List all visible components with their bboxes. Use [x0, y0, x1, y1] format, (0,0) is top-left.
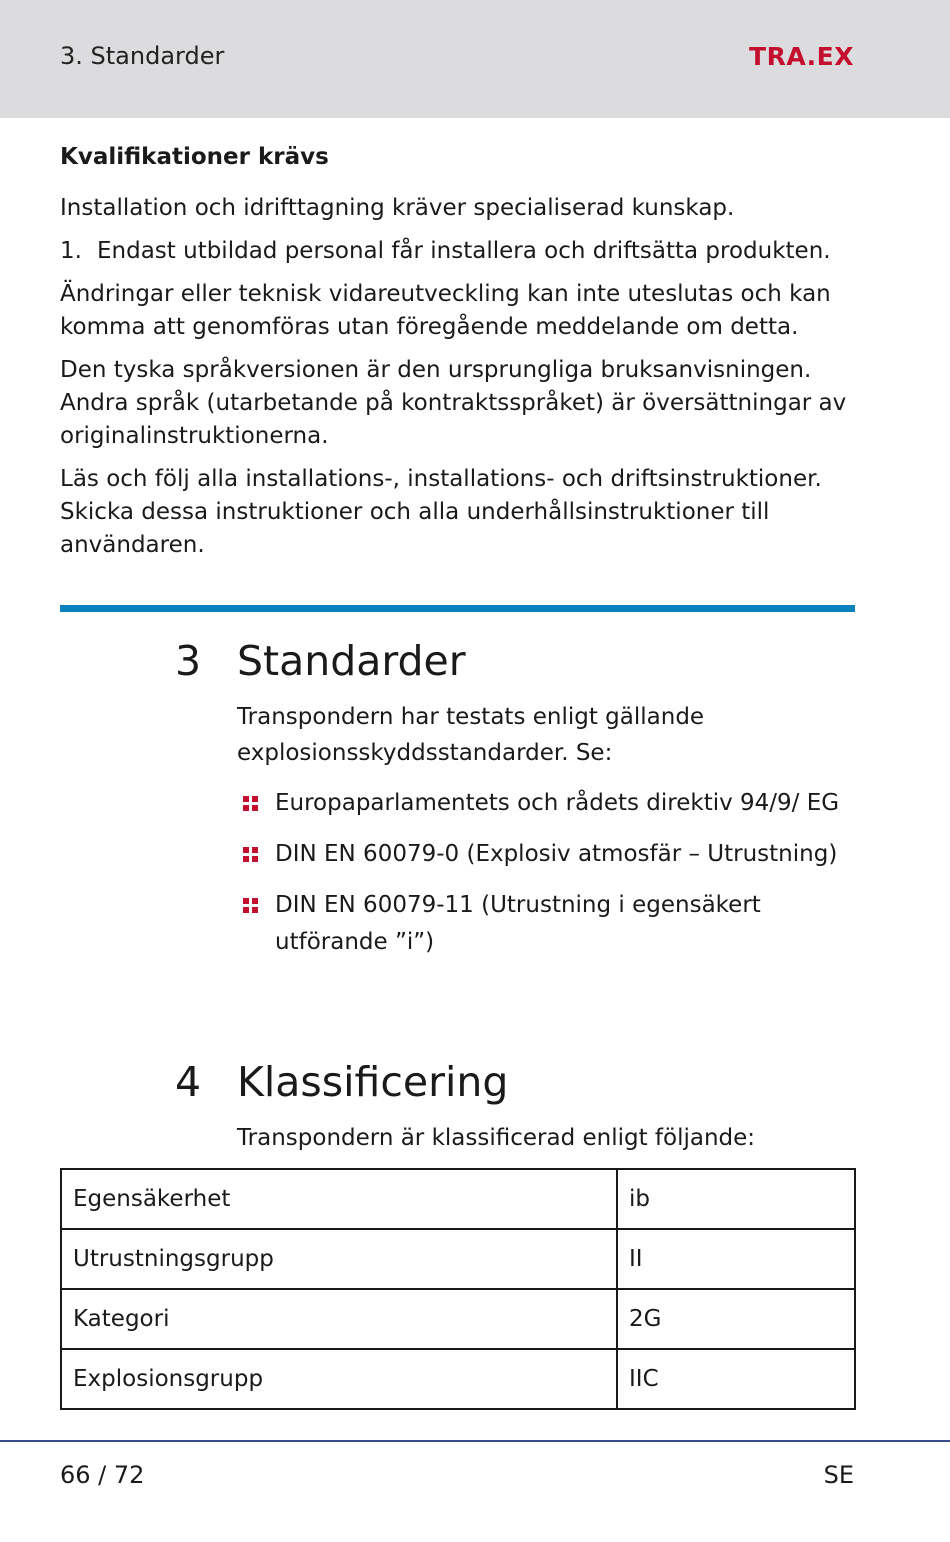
list-item-text: DIN EN 60079-11 (Utrustning i egensäkert utförande ”i”): [275, 892, 761, 955]
section-classification: [175, 1054, 855, 1156]
bullet-icon: [237, 785, 275, 822]
list-item-text: Europaparlamentets och rådets direktiv 94/9/ EG: [275, 790, 840, 816]
section-heading: [175, 633, 855, 689]
qualifications-block: [60, 140, 860, 572]
page-header: [0, 0, 950, 118]
qualifications-intro: Installation och idrifttagning kräver specialiserad kunskap.: [60, 195, 735, 221]
paragraph-changes: Ändringar eller teknisk vidareutveckling kan inte uteslutas och kan komma att genomföras utan föregående meddelande om detta.: [60, 281, 831, 340]
table-cell-value: ib: [617, 1169, 855, 1229]
qualifications-heading: Kvalifikationer krävs: [60, 144, 329, 170]
brand-logo: TRA.EX: [749, 42, 854, 71]
standards-list: [237, 785, 855, 961]
page-number: 66 / 72: [60, 1461, 145, 1489]
table-cell-value: 2G: [617, 1289, 855, 1349]
table-row: [61, 1289, 855, 1349]
table-row: [61, 1229, 855, 1289]
list-item: [60, 235, 860, 268]
table-row: [61, 1169, 855, 1229]
list-item: [237, 836, 855, 873]
section-body: [237, 699, 855, 961]
section-standards: [175, 633, 855, 975]
list-item-text: DIN EN 60079-0 (Explosiv atmosfär – Utrustning): [275, 841, 838, 867]
header-section-title: 3. Standarder: [60, 42, 225, 70]
table-cell-label: Explosionsgrupp: [61, 1349, 617, 1409]
section-divider: [60, 605, 855, 612]
table-cell-label: Kategori: [61, 1289, 617, 1349]
table-row: [61, 1349, 855, 1409]
list-item: [237, 785, 855, 822]
table-cell-value: IIC: [617, 1349, 855, 1409]
table-cell-label: Egensäkerhet: [61, 1169, 617, 1229]
list-item: [237, 887, 855, 961]
section-number: 4: [175, 1058, 202, 1106]
paragraph-language: Den tyska språkversionen är den ursprungliga bruksanvisningen. Andra språk (utarbetande på kontraktsspråket) är översättningar av originalinstruktionerna.: [60, 357, 847, 449]
table-cell-label: Utrustningsgrupp: [61, 1229, 617, 1289]
language-code: SE: [823, 1461, 854, 1489]
classification-table: [60, 1168, 856, 1410]
table-cell-value: II: [617, 1229, 855, 1289]
bullet-icon: [237, 836, 275, 873]
footer-divider: [0, 1440, 950, 1442]
bullet-icon: [237, 887, 275, 961]
list-item-number: 1.: [60, 238, 82, 264]
section-heading: [175, 1054, 855, 1110]
paragraph-instructions: Läs och följ alla installations-, installations- och driftsinstruktioner. Skicka dessa instruktioner och alla underhållsinstruktioner till användaren.: [60, 466, 822, 558]
section-number: 3: [175, 637, 202, 685]
section-title: Standarder: [237, 637, 466, 685]
section-intro: Transpondern har testats enligt gällande explosionsskyddsstandarder. Se:: [237, 704, 705, 766]
list-item-text: Endast utbildad personal får installera och driftsätta produkten.: [97, 238, 831, 264]
section-intro: Transpondern är klassificerad enligt följande:: [237, 1125, 756, 1151]
section-title: Klassificering: [237, 1058, 509, 1106]
